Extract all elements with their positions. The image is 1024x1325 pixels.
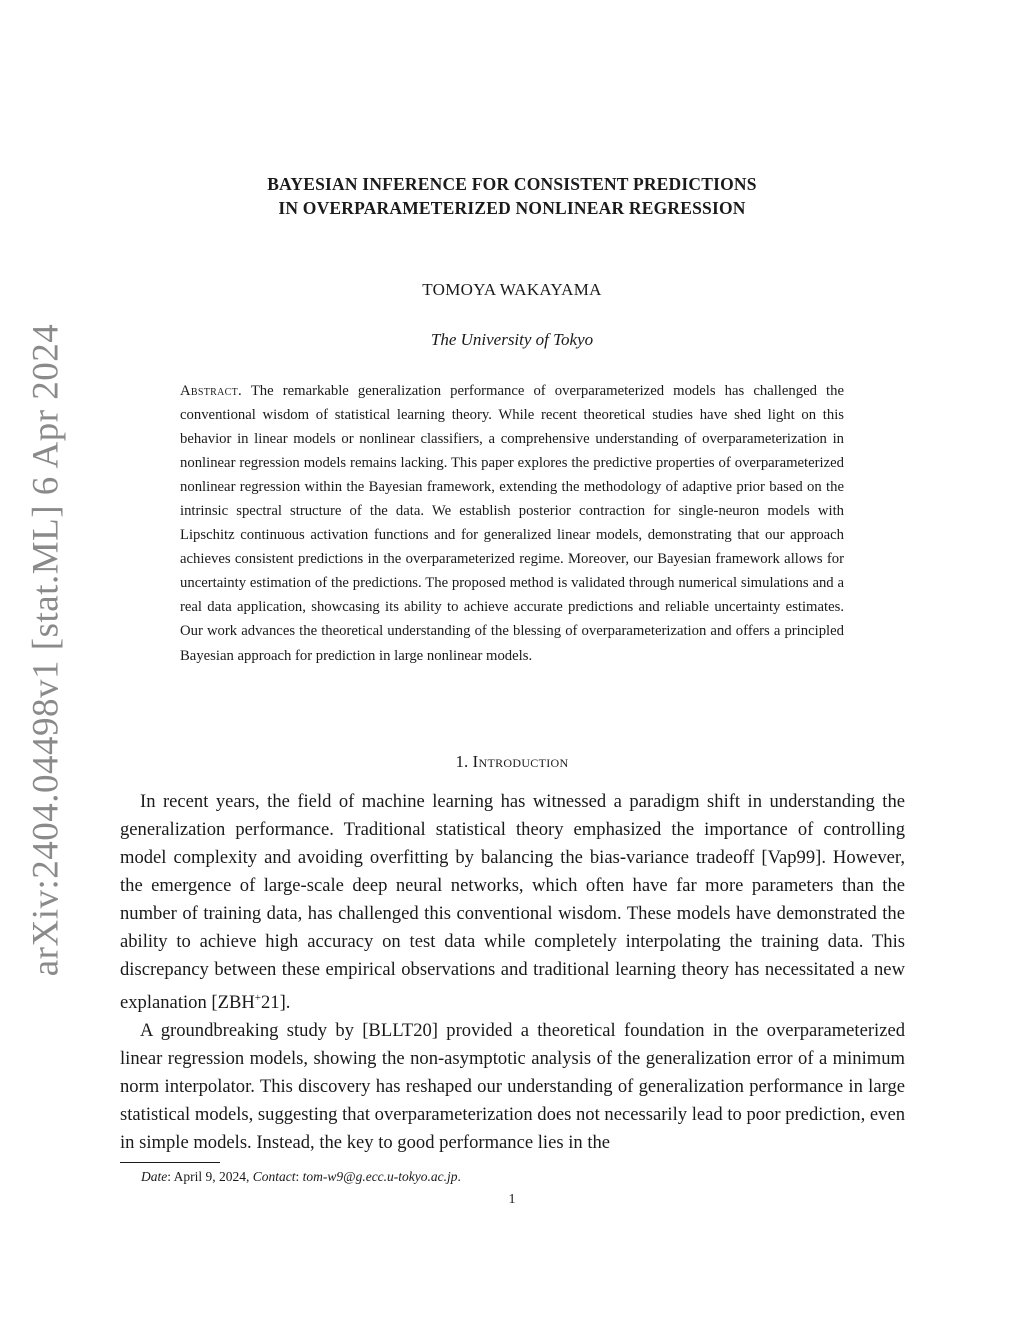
abstract-label: Abstract. (180, 383, 242, 399)
introduction-paragraph-2: A groundbreaking study by [BLLT20] provided a theoretical foundation in the overparameterized linear regression models, showing the non-asymptotic analysis of the generalization error of a minimum norm interpolator. This discovery has reshaped our understanding of generalization performance in large statistical models, suggesting that overparameterization does not necessarily lead to poor prediction, even in simple models. Instead, the key to good performance lies in the (120, 1020, 905, 1154)
section-number: 1. (455, 752, 469, 771)
paragraph-1-text: In recent years, the field of machine learning has witnessed a paradigm shift in understanding the generalization performance. Traditional statistical theory emphasized the importance of controlling model complexity and avoiding overfitting by balancing the bias-variance tradeoff [Vap99]. However, the emergence of large-scale deep neural networks, which often have far more parameters than the number of training data, has challenged this conventional wisdom. These models have demonstrated the ability to achieve high accuracy on test data while completely interpolating the training data. This discrepancy between these empirical observations and traditional learning theory has necessitated a new explanation [ZBH (120, 791, 905, 1014)
footnote-contact-email: tom-w9@g.ecc.u-tokyo.ac.jp (302, 1169, 458, 1184)
introduction-body (120, 788, 905, 1157)
section-heading-introduction (0, 752, 1024, 772)
abstract-text: The remarkable generalization performance of overparameterized models has challenged the conventional wisdom of statistical learning theory. While recent theoretical studies have shed light on this behavior in linear models or nonlinear classifiers, a comprehensive understanding of overparameterization in nonlinear regression models remains lacking. This paper explores the predictive properties of overparameterized nonlinear regression within the Bayesian framework, extending the methodology of adaptive prior based on the intrinsic spectral structure of the data. We establish posterior contraction for single-neuron models with Lipschitz continuous activation functions and for generalized linear models, demonstrating that our approach achieves consistent predictions in the overparameterized regime. Moreover, our Bayesian framework allows for uncertainty estimation of the predictions. The proposed method is validated through numerical simulations and a real data application, showcasing its ability to achieve accurate predictions and reliable uncertainty estimates. Our work advances the theoretical understanding of the blessing of overparameterization and offers a principled Bayesian approach for prediction in large nonlinear models. (180, 383, 844, 664)
footnote-date-value: : April 9, 2024, (167, 1169, 253, 1184)
paragraph-1-end: 21]. (261, 992, 291, 1014)
section-title: Introduction (472, 752, 569, 771)
citation-superscript: + (254, 992, 261, 1004)
introduction-paragraph-1 (120, 788, 905, 1017)
footnote-date-label: Date (141, 1169, 168, 1184)
footnote-end: . (457, 1169, 461, 1184)
paper-title-line-1: BAYESIAN INFERENCE FOR CONSISTENT PREDICTIONS (267, 174, 757, 194)
arxiv-identifier-stamp: arXiv:2404.04498v1 [stat.ML] 6 Apr 2024 (25, 323, 67, 977)
footnote-contact-separator: : (295, 1169, 303, 1184)
page-number: 1 (508, 1192, 516, 1207)
paper-title-line-2: IN OVERPARAMETERIZED NONLINEAR REGRESSION (278, 198, 746, 218)
paper-title (0, 172, 1024, 220)
footnote (141, 1169, 461, 1185)
footnote-contact-label: Contact (252, 1169, 296, 1184)
footnote-divider (120, 1162, 220, 1163)
abstract (180, 379, 844, 668)
author-name: TOMOYA WAKAYAMA (422, 280, 602, 299)
author-affiliation: The University of Tokyo (430, 330, 594, 349)
